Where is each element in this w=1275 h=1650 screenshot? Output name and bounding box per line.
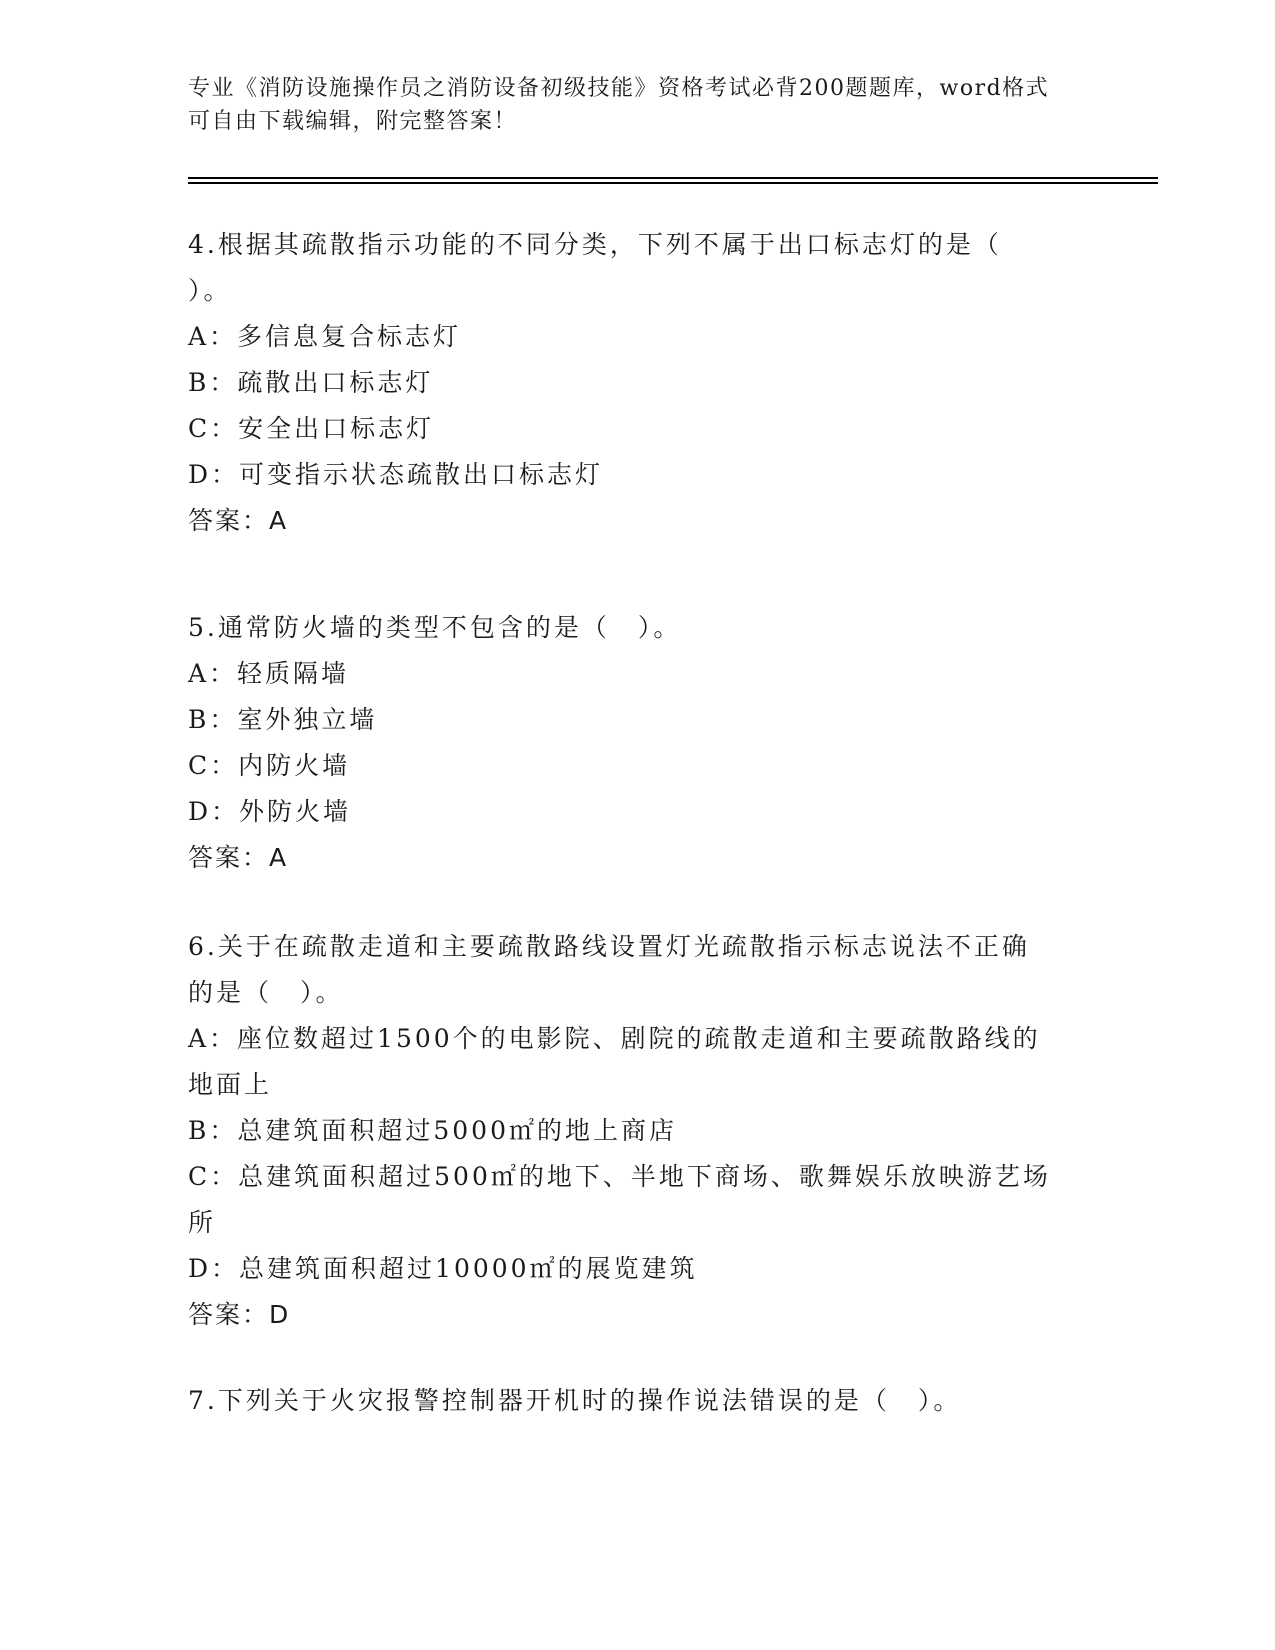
option-c: C：内防火墙	[188, 751, 351, 780]
question-4	[188, 222, 1068, 544]
answer: 答案：D	[188, 1300, 291, 1329]
option-b: B：总建筑面积超过5000㎡的地上商店	[188, 1116, 677, 1145]
answer: 答案：A	[188, 506, 289, 535]
option-c-continued: 所	[188, 1208, 217, 1237]
question-stem-continued: 的是（ ）。	[188, 978, 344, 1007]
option-b: B：疏散出口标志灯	[188, 368, 434, 397]
question-stem: 6.关于在疏散走道和主要疏散路线设置灯光疏散指示标志说法不正确	[188, 932, 1030, 961]
question-6	[188, 924, 1068, 1338]
option-a: A：轻质隔墙	[188, 659, 350, 688]
question-stem: 7.下列关于火灾报警控制器开机时的操作说法错误的是（ ）。	[188, 1386, 962, 1415]
option-d: D：可变指示状态疏散出口标志灯	[188, 460, 604, 489]
header-rule-bottom	[188, 182, 1158, 184]
option-c: C：安全出口标志灯	[188, 414, 435, 443]
option-a: A：座位数超过1500个的电影院、剧院的疏散走道和主要疏散路线的	[188, 1024, 1041, 1053]
option-d: D：总建筑面积超过10000㎡的展览建筑	[188, 1254, 698, 1283]
option-b: B：室外独立墙	[188, 705, 378, 734]
question-stem: 4.根据其疏散指示功能的不同分类，下列不属于出口标志灯的是（	[188, 230, 1002, 259]
question-stem-continued: ）。	[188, 276, 232, 305]
option-a: A：多信息复合标志灯	[188, 322, 462, 351]
option-a-continued: 地面上	[188, 1070, 273, 1099]
option-d: D：外防火墙	[188, 797, 352, 826]
question-stem: 5.通常防火墙的类型不包含的是（ ）。	[188, 613, 682, 642]
answer: 答案：A	[188, 843, 289, 872]
option-c: C：总建筑面积超过500㎡的地下、半地下商场、歌舞娱乐放映游艺场	[188, 1162, 1051, 1191]
document-header: 专业《消防设施操作员之消防设备初级技能》资格考试必背200题题库，word格式可自由下载编辑，附完整答案！	[188, 76, 1050, 134]
question-5	[188, 605, 1068, 881]
question-7	[188, 1378, 1068, 1424]
header-rule-top	[188, 177, 1158, 179]
